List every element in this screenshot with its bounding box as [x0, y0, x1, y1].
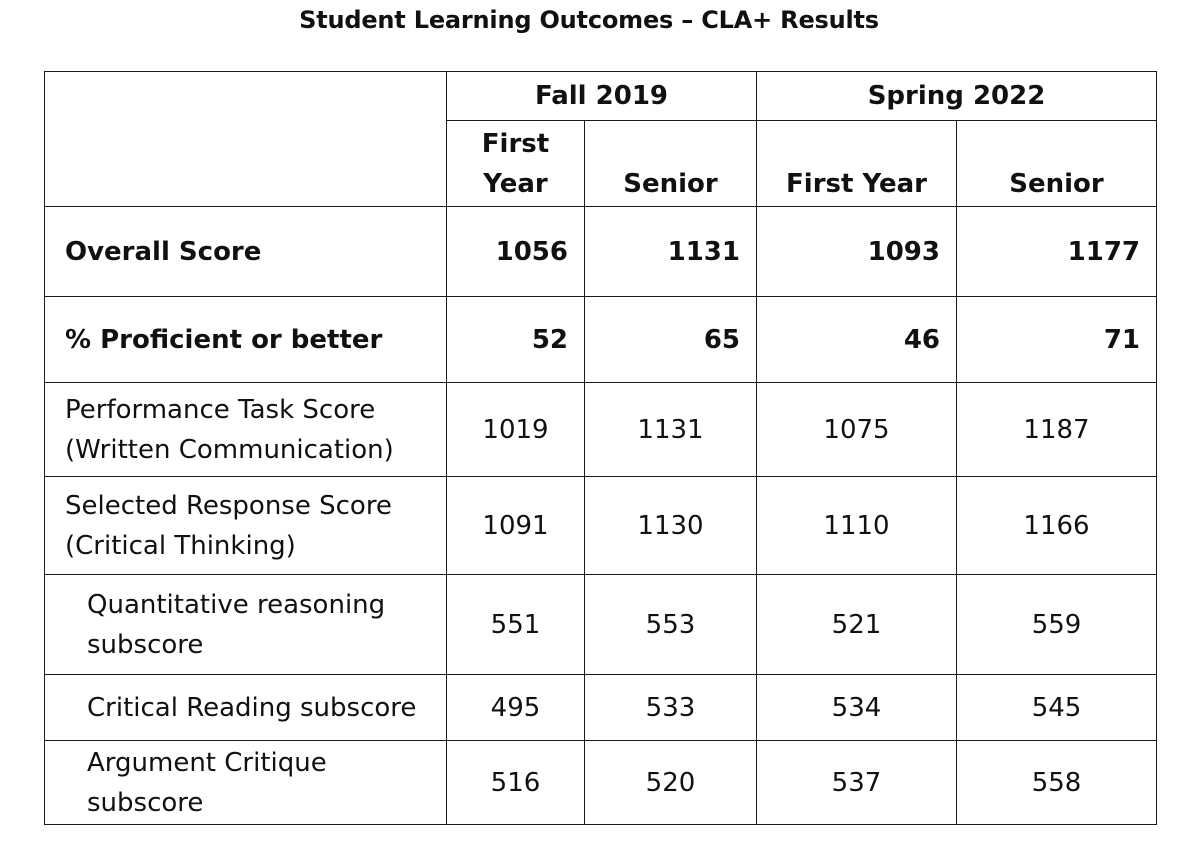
cell-value: 1130 [585, 477, 757, 575]
group-header-spring-2022: Spring 2022 [757, 72, 1157, 121]
col-header-line: Year [483, 168, 548, 199]
row-label-line: Argument Critique [87, 747, 327, 778]
cell-value: 495 [447, 675, 585, 741]
cell-value: 545 [957, 675, 1157, 741]
cell-value: 533 [585, 675, 757, 741]
table-row-critical-reading [45, 675, 1157, 741]
row-label-line: subscore [87, 629, 204, 660]
cell-value: 1177 [957, 207, 1157, 297]
cell-value: 516 [447, 741, 585, 825]
cell-value: 1187 [957, 383, 1157, 477]
cell-value: 551 [447, 575, 585, 675]
table-row-argument-critique [45, 741, 1157, 825]
cell-value: 534 [757, 675, 957, 741]
table-row-overall-score [45, 207, 1157, 297]
row-label-line: (Critical Thinking) [65, 530, 296, 561]
cell-value: 537 [757, 741, 957, 825]
cell-value: 1110 [757, 477, 957, 575]
cell-value: 1091 [447, 477, 585, 575]
table-row-quantitative-reasoning [45, 575, 1157, 675]
cell-value: 1131 [585, 207, 757, 297]
group-header-row [45, 72, 1157, 121]
col-header-fall-senior: Senior [585, 121, 757, 207]
row-label: Overall Score [45, 207, 447, 297]
row-label [45, 477, 447, 575]
group-header-fall-2019: Fall 2019 [447, 72, 757, 121]
cell-value: 559 [957, 575, 1157, 675]
cell-value: 1166 [957, 477, 1157, 575]
row-label-line: Selected Response Score [65, 490, 392, 521]
table-row-performance-task [45, 383, 1157, 477]
cell-value: 1056 [447, 207, 585, 297]
col-header-spring-senior: Senior [957, 121, 1157, 207]
row-label-line: Quantitative reasoning [87, 589, 386, 620]
row-label [45, 383, 447, 477]
col-header-spring-first-year: First Year [757, 121, 957, 207]
cell-value: 1075 [757, 383, 957, 477]
row-label-line: (Written Communication) [65, 434, 394, 465]
row-label-line: subscore [87, 787, 204, 818]
cell-value: 65 [585, 297, 757, 383]
cell-value: 1093 [757, 207, 957, 297]
row-label: Critical Reading subscore [45, 675, 447, 741]
row-label [45, 741, 447, 825]
cell-value: 46 [757, 297, 957, 383]
cell-value: 1019 [447, 383, 585, 477]
page-title: Student Learning Outcomes – CLA+ Results [299, 6, 879, 34]
row-label [45, 575, 447, 675]
col-header-line: First [481, 128, 550, 159]
cell-value: 520 [585, 741, 757, 825]
cell-value: 52 [447, 297, 585, 383]
row-label: % Proficient or better [45, 297, 447, 383]
corner-cell [45, 72, 447, 207]
col-header-fall-first-year [447, 121, 585, 207]
row-label-line: Performance Task Score [65, 394, 376, 425]
results-table [44, 71, 1157, 825]
cell-value: 553 [585, 575, 757, 675]
cell-value: 1131 [585, 383, 757, 477]
cell-value: 558 [957, 741, 1157, 825]
cell-value: 521 [757, 575, 957, 675]
cell-value: 71 [957, 297, 1157, 383]
table-row-proficient [45, 297, 1157, 383]
table-row-selected-response [45, 477, 1157, 575]
